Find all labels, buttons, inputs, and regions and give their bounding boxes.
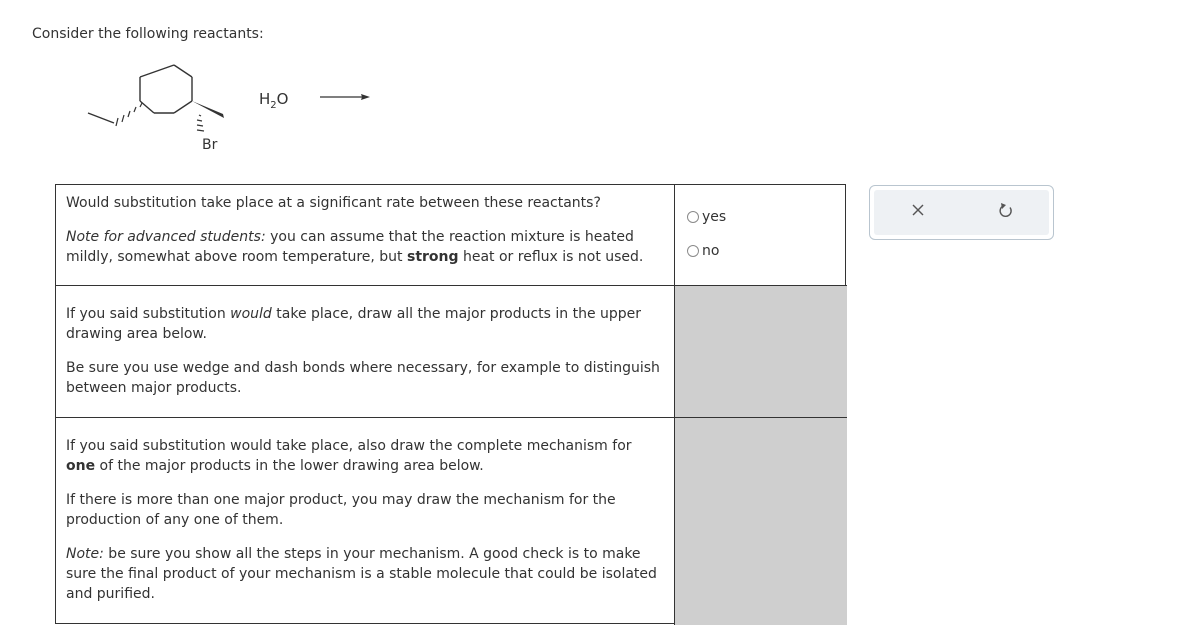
advanced-note: Note for advanced students: you can assume that the reaction mixture is heated mildly, somewhat above room temperature, but strong heat or reflux is not used. xyxy=(66,229,644,265)
option-no-label: no xyxy=(702,243,720,259)
lower-drawing-area[interactable] xyxy=(675,417,847,625)
methyl-wedge-bond xyxy=(192,101,224,118)
multiple-products-note: If there is more than one major product, you may draw the mechanism for the production of any one of them. xyxy=(66,492,616,528)
option-yes[interactable] xyxy=(687,207,847,227)
radio-no[interactable] xyxy=(687,245,699,257)
bromo-dash-bond xyxy=(197,115,204,131)
intro-text: Consider the following reactants: xyxy=(32,26,264,42)
question-text: Would substitution take place at a significant rate between these reactants? xyxy=(66,195,601,211)
bromine-label: Br xyxy=(202,137,218,153)
answer-options xyxy=(675,185,847,285)
products-text: If you said substitution would take place, draw all the major products in the upper drawing area below. xyxy=(66,306,642,342)
option-no[interactable] xyxy=(687,241,847,261)
reaction-scheme xyxy=(70,55,390,165)
radio-yes[interactable] xyxy=(687,211,699,223)
upper-drawing-area[interactable] xyxy=(675,285,847,417)
ethyl-dash-bond xyxy=(116,103,142,126)
cyclohexane-ring xyxy=(140,65,192,113)
products-instructions xyxy=(56,285,675,417)
x-icon xyxy=(911,203,925,217)
water-reagent: $H_2O$ xyxy=(259,90,289,111)
question-table xyxy=(55,184,846,624)
undo-button[interactable] xyxy=(994,198,1018,222)
question-substitution xyxy=(56,185,675,285)
wedge-dash-note: Be sure you use wedge and dash bonds where necessary, for example to distinguish between major products. xyxy=(66,360,660,396)
reaction-arrow xyxy=(320,94,370,100)
mechanism-instructions xyxy=(56,417,675,625)
mechanism-text: If you said substitution would take place, also draw the complete mechanism for one of the major products in the lower drawing area below. xyxy=(66,438,632,474)
mechanism-note: Note: be sure you show all the steps in your mechanism. A good check is to make sure the final product of your mechanism is a stable molecule that could be isolated and purified. xyxy=(66,546,657,602)
option-yes-label: yes xyxy=(702,209,727,225)
clear-button[interactable] xyxy=(906,198,930,222)
toolbar-inner xyxy=(874,190,1049,235)
answer-toolbar xyxy=(869,185,1054,240)
undo-icon xyxy=(998,202,1014,218)
ethyl-chain xyxy=(88,113,114,123)
